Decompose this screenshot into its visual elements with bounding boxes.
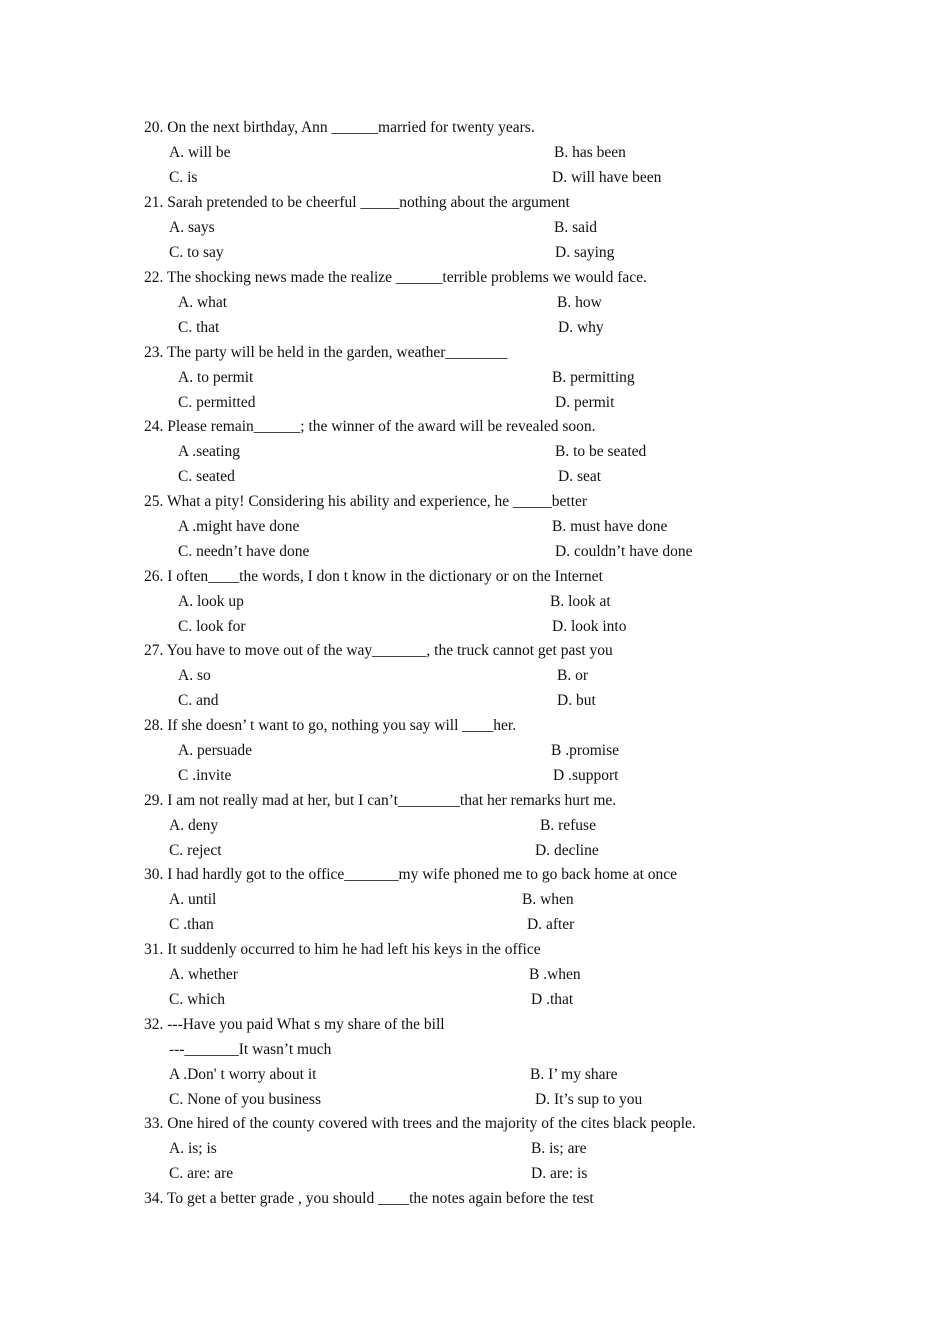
question-33-option-a: A. is; is [169, 1140, 217, 1157]
question-30-option-d: D. after [527, 916, 575, 933]
question-33-option-c: C. are: are [169, 1165, 234, 1182]
question-30-stem: 30. I had hardly got to the office_______my wife phoned me to go back home at once [144, 866, 678, 883]
question-31-option-a: A. whether [169, 966, 238, 983]
question-33-option-b: B. is; are [531, 1140, 587, 1157]
question-29-option-c: C. reject [169, 842, 222, 859]
question-26-option-b: B. look at [550, 593, 611, 610]
question-32-option-a: A .Don' t worry about it [169, 1066, 317, 1083]
question-26-option-d: D. look into [552, 618, 627, 635]
question-29-option-a: A. deny [169, 817, 219, 834]
question-22-option-d: D. why [558, 319, 604, 336]
question-32-option-b: B. I’ my share [530, 1066, 618, 1083]
question-29-stem: 29. I am not really mad at her, but I can’t________that her remarks hurt me. [144, 792, 617, 809]
question-25-option-d: D. couldn’t have done [555, 543, 693, 560]
question-23-option-c: C. permitted [178, 394, 256, 411]
question-32-option-c: C. None of you business [169, 1091, 321, 1108]
question-25-option-b: B. must have done [552, 518, 668, 535]
question-28-option-c: C .invite [178, 767, 232, 784]
question-24-stem: 24. Please remain______; the winner of the award will be revealed soon. [144, 418, 596, 435]
question-32-stem-response: ---_______It wasn’t much [169, 1041, 332, 1058]
question-28-option-b: B .promise [551, 742, 620, 759]
question-31-option-c: C. which [169, 991, 225, 1008]
question-22-option-c: C. that [178, 319, 220, 336]
question-33-stem: 33. One hired of the county covered with trees and the majority of the cites black people. [144, 1115, 696, 1132]
question-27-option-d: D. but [557, 692, 596, 709]
question-26-stem: 26. I often____the words, I don t know in the dictionary or on the Internet [144, 568, 603, 585]
question-31-option-d: D .that [531, 991, 574, 1008]
question-22-option-a: A. what [178, 294, 228, 311]
question-21-option-b: B. said [554, 219, 598, 236]
question-29-option-b: B. refuse [540, 817, 596, 834]
question-25-option-c: C. needn’t have done [178, 543, 310, 560]
question-27-option-c: C. and [178, 692, 219, 709]
question-20-option-b: B. has been [554, 144, 626, 161]
question-26-option-c: C. look for [178, 618, 246, 635]
question-33-option-d: D. are: is [531, 1165, 588, 1182]
question-24-option-d: D. seat [558, 468, 602, 485]
question-24-option-c: C. seated [178, 468, 235, 485]
question-21-option-c: C. to say [169, 244, 224, 261]
question-20-option-c: C. is [169, 169, 198, 186]
question-27-option-a: A. so [178, 667, 211, 684]
question-22-option-b: B. how [557, 294, 602, 311]
question-24-option-a: A .seating [178, 443, 240, 460]
question-25-stem: 25. What a pity! Considering his ability and experience, he _____better [144, 493, 588, 510]
question-24-option-b: B. to be seated [555, 443, 647, 460]
question-30-option-c: C .than [169, 916, 214, 933]
question-23-option-d: D. permit [555, 394, 615, 411]
question-31-stem: 31. It suddenly occurred to him he had left his keys in the office [144, 941, 541, 958]
question-32-stem: 32. ---Have you paid What s my share of the bill [144, 1016, 445, 1033]
question-34-stem: 34. To get a better grade , you should ____the notes again before the test [144, 1190, 594, 1207]
question-29-option-d: D. decline [535, 842, 599, 859]
question-25-option-a: A .might have done [178, 518, 300, 535]
question-28-option-a: A. persuade [178, 742, 253, 759]
question-20-option-d: D. will have been [552, 169, 662, 186]
question-31-option-b: B .when [529, 966, 581, 983]
question-28-stem: 28. If she doesn’ t want to go, nothing you say will ____her. [144, 717, 517, 734]
question-20-option-a: A. will be [169, 144, 231, 161]
question-21-option-d: D. saying [555, 244, 615, 261]
question-21-stem: 21. Sarah pretended to be cheerful _____nothing about the argument [144, 194, 570, 211]
question-20-stem: 20. On the next birthday, Ann ______married for twenty years. [144, 119, 535, 136]
question-22-stem: 22. The shocking news made the realize ______terrible problems we would face. [144, 269, 647, 286]
question-27-stem: 27. You have to move out of the way_______, the truck cannot get past you [144, 642, 613, 659]
question-32-option-d: D. It’s sup to you [535, 1091, 643, 1108]
question-27-option-b: B. or [557, 667, 588, 684]
question-28-option-d: D .support [553, 767, 619, 784]
question-26-option-a: A. look up [178, 593, 244, 610]
question-21-option-a: A. says [169, 219, 215, 236]
question-30-option-a: A. until [169, 891, 217, 908]
question-23-option-b: B. permitting [552, 369, 635, 386]
question-23-option-a: A. to permit [178, 369, 254, 386]
question-30-option-b: B. when [522, 891, 574, 908]
question-23-stem: 23. The party will be held in the garden, weather________ [144, 344, 508, 361]
